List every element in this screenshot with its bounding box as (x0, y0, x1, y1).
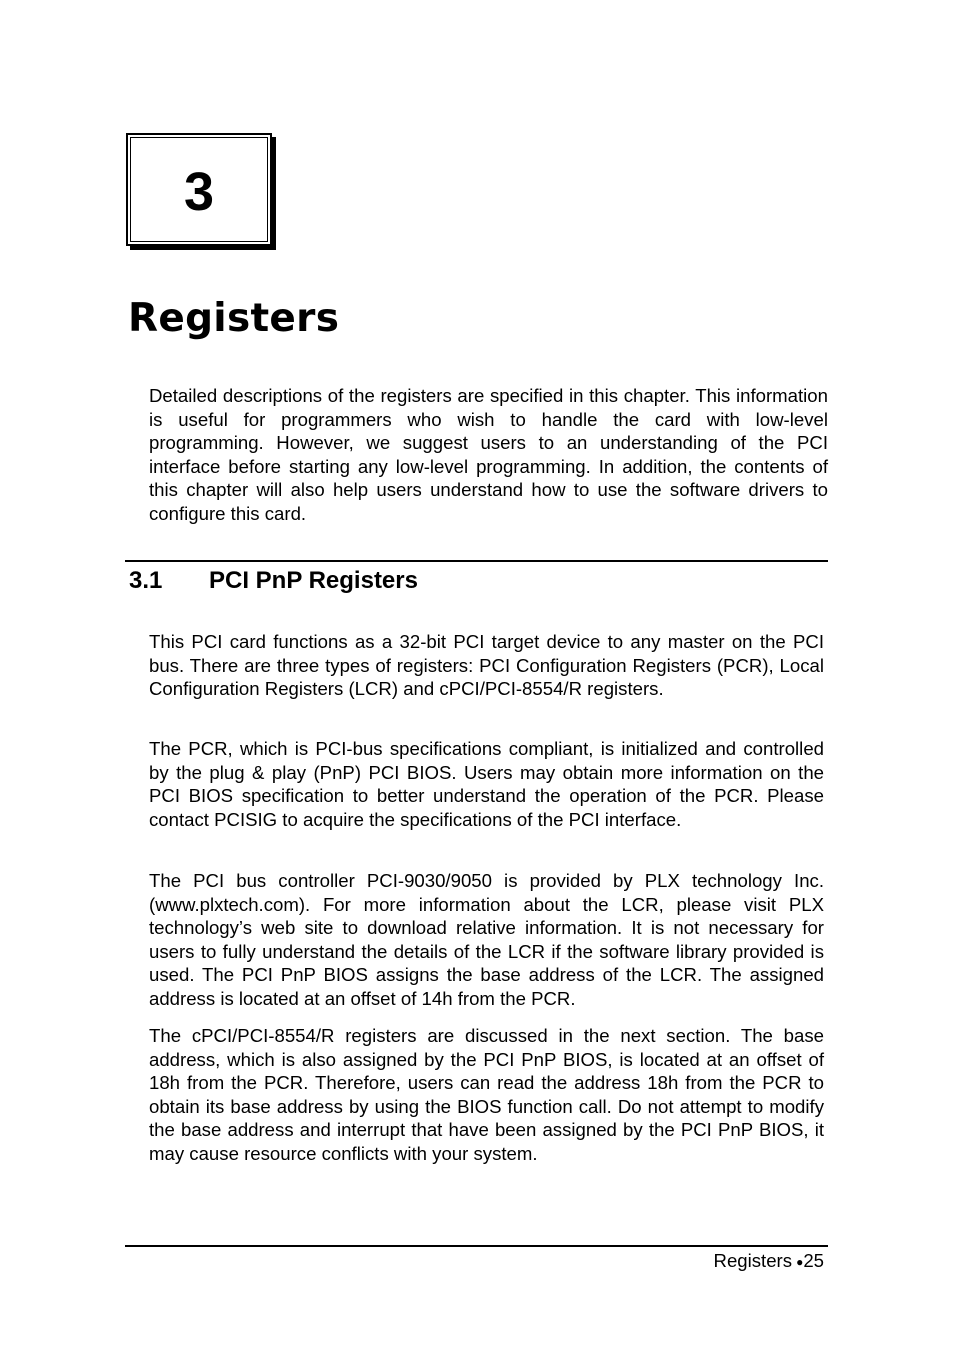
footer-divider (125, 1245, 828, 1247)
section-paragraph: The PCR, which is PCI-bus specifications compliant, is initialized and controlled by the plug & play (PnP) PCI BIOS. Users may obtain more information on the PCI BIOS specification to better understand the operation of the PCR. Please contact PCISIG to acquire the specifications of the PCI interface. (149, 738, 824, 830)
footer-label: Registers (713, 1250, 793, 1271)
section-paragraph: The PCI bus controller PCI-9030/9050 is provided by PLX technology Inc. (www.plxtech.com). For more information about the LCR, please visit PLX technology’s web site to download relative information. It is not necessary for users to fully understand the details of the LCR if the software library provided is used. The PCI PnP BIOS assigns the base address of the LCR. The assigned address is located at an offset of 14h from the PCR. (149, 870, 824, 1009)
section-divider (125, 560, 828, 562)
chapter-title: Registers (128, 296, 340, 341)
section-paragraph: This PCI card functions as a 32-bit PCI target device to any master on the PCI bus. There are three types of registers: PCI Configuration Registers (PCR), Local Configuration Registers (LCR) and cPCI/PCI-8554/R registers. (149, 631, 824, 700)
section-heading (129, 565, 418, 597)
page-number: 25 (803, 1250, 824, 1271)
page-footer (714, 1249, 824, 1274)
section-paragraph: The cPCI/PCI-8554/R registers are discussed in the next section. The base address, which is also assigned by the PCI PnP BIOS, is located at an offset of 18h from the PCR. Therefore, users can read the address 18h from the PCR to obtain its base address by using the BIOS function call. Do not attempt to modify the base address and interrupt that have been assigned by the PCI PnP BIOS, it may cause resource conflicts with your system. (149, 1025, 824, 1164)
intro-paragraph: Detailed descriptions of the registers are specified in this chapter. This information is useful for programmers who wish to handle the card with low-level programming. However, we suggest users to an understanding of the PCI interface before starting any low-level programming. In addition, the contents of this chapter will also help users understand how to use the software drivers to configure this card. (149, 385, 828, 524)
section-number: 3.1 (129, 567, 163, 594)
bullet-icon: ● (796, 1255, 804, 1269)
section-title: PCI PnP Registers (209, 567, 418, 594)
chapter-number: 3 (183, 161, 215, 222)
chapter-number-box (126, 133, 272, 246)
